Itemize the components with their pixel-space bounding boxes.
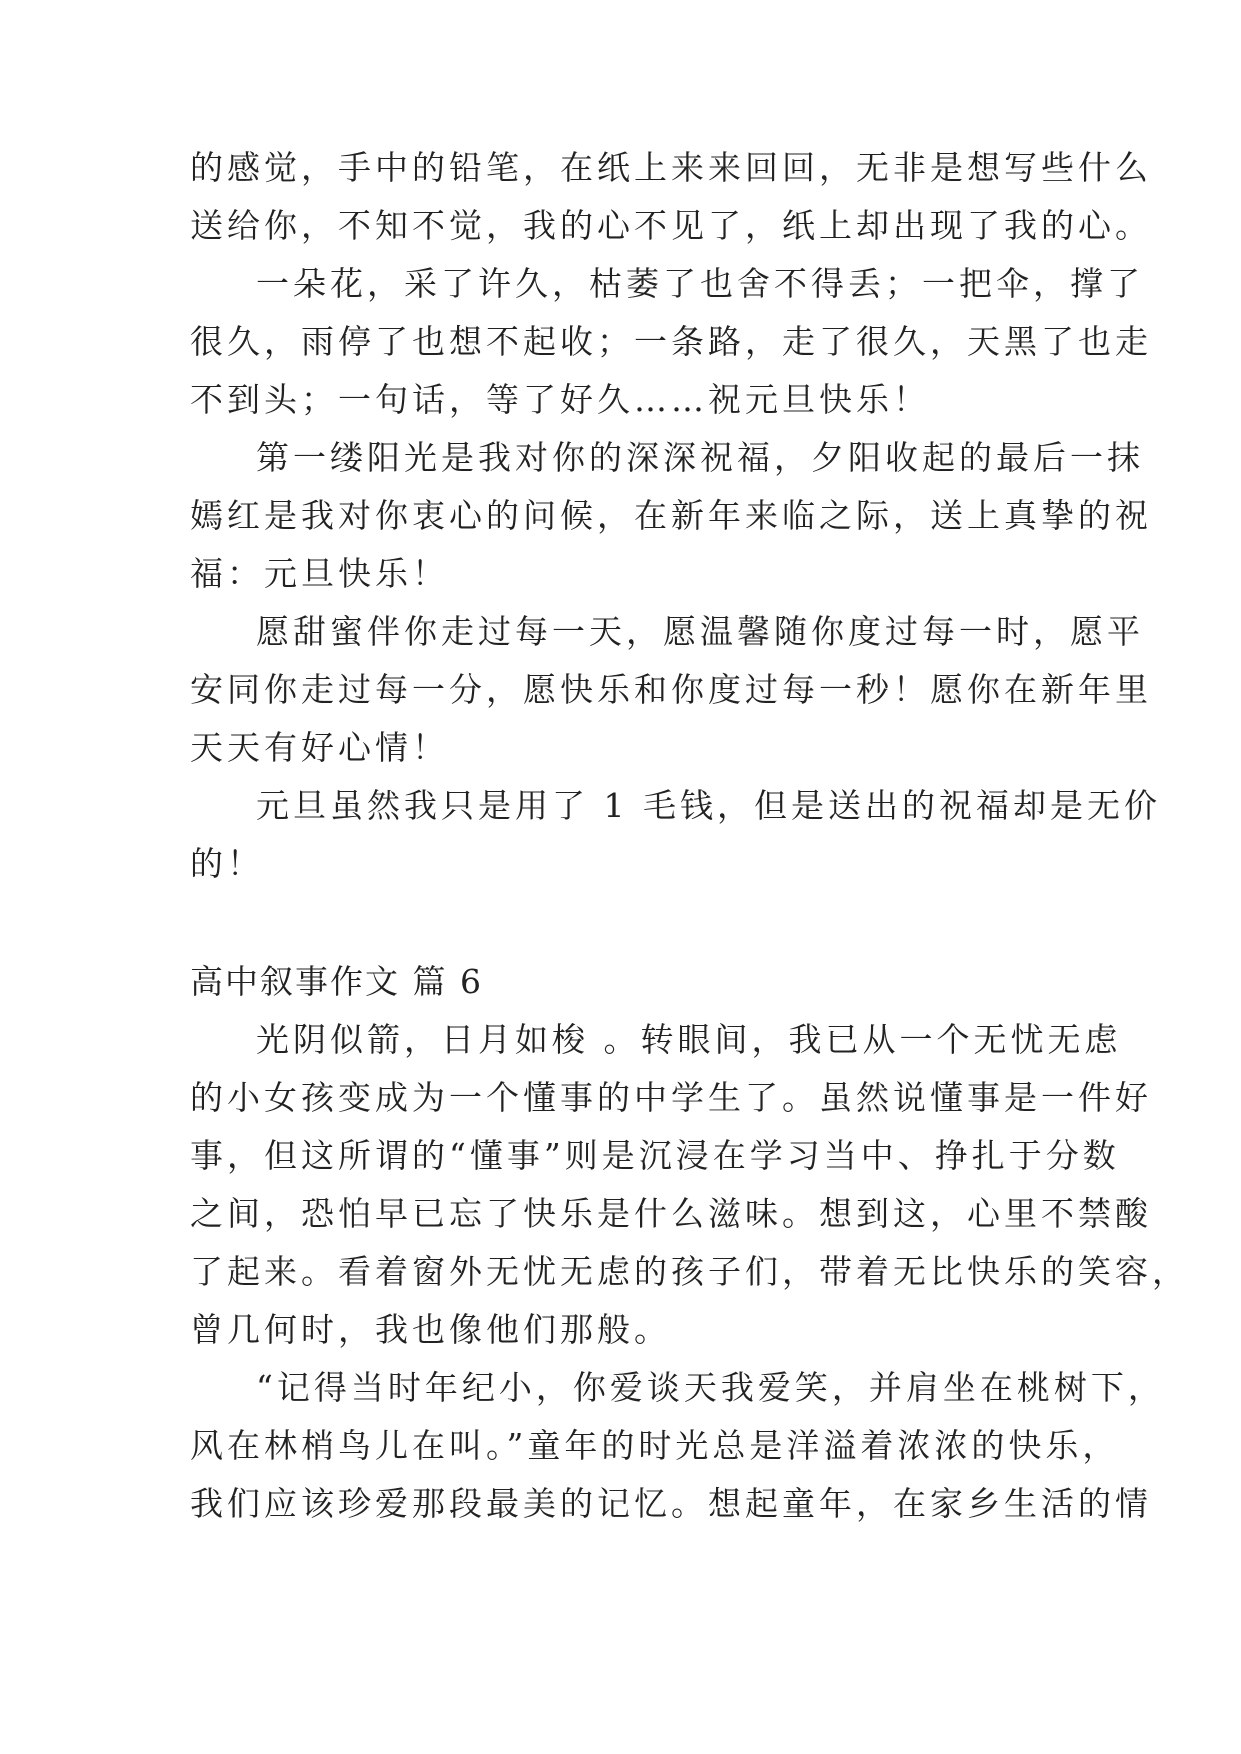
paragraph-first-line: “记得当时年纪小，你爱谈天我爱笑，并肩坐在桃树下， [256, 1368, 1165, 1407]
text-line: 我们应该珍爱那段最美的记忆。想起童年，在家乡生活的情 [190, 1484, 1152, 1523]
text-line: 之间，恐怕早已忘了快乐是什么滋味。想到这，心里不禁酸 [190, 1194, 1152, 1233]
text-line: 的！ [190, 844, 264, 883]
paragraph-first-line: 一朵花，采了许久，枯萎了也舍不得丢；一把伞，撑了 [256, 264, 1144, 303]
text-line: 很久，雨停了也想不起收；一条路，走了很久，天黑了也走 [190, 322, 1152, 361]
paragraph-first-line: 第一缕阳光是我对你的深深祝福，夕阳收起的最后一抹 [256, 438, 1144, 477]
text-line: 福：元旦快乐！ [190, 554, 449, 593]
text-line: 了起来。看着窗外无忧无虑的孩子们，带着无比快乐的笑容， [190, 1252, 1189, 1291]
section-heading: 高中叙事作文 篇 6 [190, 962, 483, 1001]
text-line: 曾几何时，我也像他们那般。 [190, 1310, 671, 1349]
text-line: 风在林梢鸟儿在叫。”童年的时光总是洋溢着浓浓的快乐， [190, 1426, 1120, 1465]
paragraph-first-line: 愿甜蜜伴你走过每一天，愿温馨随你度过每一时，愿平 [256, 612, 1144, 651]
text-line: 事，但这所谓的“懂事”则是沉浸在学习当中、挣扎于分数 [190, 1136, 1120, 1175]
text-line: 天天有好心情！ [190, 728, 449, 767]
text-line: 嫣红是我对你衷心的问候，在新年来临之际，送上真挚的祝 [190, 496, 1152, 535]
text-line: 的感觉，手中的铅笔，在纸上来来回回，无非是想写些什么 [190, 148, 1152, 187]
paragraph-first-line: 元旦虽然我只是用了 1 毛钱，但是送出的祝福却是无价 [256, 786, 1161, 825]
text-line: 的小女孩变成为一个懂事的中学生了。虽然说懂事是一件好 [190, 1078, 1152, 1117]
paragraph-first-line: 光阴似箭，日月如梭 。转眼间，我已从一个无忧无虑 [256, 1020, 1122, 1059]
text-line: 安同你走过每一分，愿快乐和你度过每一秒！愿你在新年里 [190, 670, 1152, 709]
text-line: 送给你，不知不觉，我的心不见了，纸上却出现了我的心。 [190, 206, 1152, 245]
text-line: 不到头；一句话，等了好久……祝元旦快乐！ [190, 380, 930, 419]
